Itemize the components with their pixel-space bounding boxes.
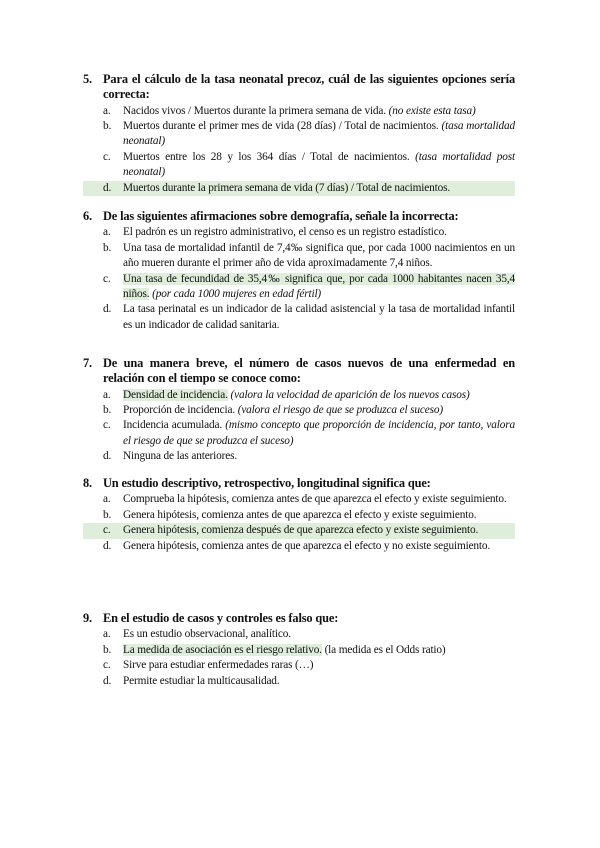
option-c-correct-highlighted [83, 523, 515, 538]
option-text: Genera hipótesis, comienza antes de que aparezca el efecto y existe seguimiento. [123, 508, 477, 521]
option-c [83, 150, 515, 181]
option-text: Sirve para estudiar enfermedades raras (…) [123, 659, 314, 672]
option-letter: b. [103, 120, 112, 132]
option-text: Es un estudio observacional, analítico. [123, 628, 291, 641]
option-letter: a. [103, 493, 111, 506]
option-letter: d. [103, 303, 112, 316]
question-number: 6. [83, 209, 92, 223]
question-number: 7. [83, 356, 92, 370]
option-letter: c. [103, 419, 111, 432]
option-d-correct-highlighted [83, 181, 515, 196]
question-number: 5. [83, 72, 92, 86]
question-heading [83, 611, 515, 626]
option-b [83, 241, 515, 272]
question-heading [83, 72, 515, 103]
option-letter: a. [103, 104, 111, 117]
option-letter: d. [103, 450, 112, 463]
option-b [83, 119, 515, 150]
question-text: De las siguientes afirmaciones sobre demografía, señale la incorrecta: [103, 209, 459, 223]
option-letter: b. [103, 643, 112, 656]
question-5 [83, 72, 515, 196]
option-b [83, 643, 515, 658]
option-text: Nacidos vivos / Muertos durante la primera semana de vida. [123, 104, 386, 117]
option-text: Muertos entre los 28 y los 364 días / Total de nacimientos. [123, 150, 410, 163]
option-letter: b. [103, 404, 112, 416]
question-9 [83, 611, 515, 689]
option-text: Muertos durante la primera semana de vida (7 días) / Total de nacimientos. [123, 181, 451, 194]
option-letter: a. [103, 388, 111, 401]
question-heading [83, 476, 515, 491]
option-note: (valora el riesgo de que se produzca el suceso) [237, 404, 443, 416]
question-text: De una manera breve, el número de casos nuevos de una enfermedad en relación con el tiempo se conoce como: [103, 356, 515, 386]
option-text: Comprueba la hipótesis, comienza antes de que aparezca el efecto y existe seguimiento. [123, 493, 507, 506]
option-letter: d. [103, 181, 112, 194]
option-c [83, 272, 515, 303]
option-d [83, 449, 515, 464]
option-note: (la medida es el Odds ratio) [324, 643, 446, 656]
option-d [83, 302, 515, 333]
option-a [83, 492, 515, 507]
option-c [83, 418, 515, 449]
option-letter: b. [103, 508, 112, 521]
option-note: (tasa mortalidad neonatal) [123, 120, 515, 148]
options-list [83, 104, 515, 196]
option-letter: b. [103, 241, 112, 254]
question-7 [83, 356, 515, 465]
option-text: Genera hipótesis, comienza después de que aparezca efecto y existe seguimiento. [123, 524, 479, 537]
option-a [83, 388, 515, 403]
question-number: 8. [83, 476, 92, 490]
option-text: Incidencia acumulada. [123, 419, 223, 432]
option-text: La tasa perinatal es un indicador de la calidad asistencial y la tasa de mortalidad infantil es un indicador de calidad sanitaria. [123, 303, 515, 331]
option-note: (tasa mortalidad post neonatal) [123, 150, 515, 179]
option-letter: a. [103, 226, 111, 239]
option-b [83, 403, 515, 418]
option-letter: c. [103, 272, 111, 285]
question-number: 9. [83, 611, 92, 625]
option-letter: c. [103, 524, 111, 537]
option-note: (mismo concepto que proporción de incidencia, por tanto, valora el riesgo de que se produzca el suceso) [123, 419, 515, 447]
option-text: El padrón es un registro administrativo, el censo es un registro estadístico. [123, 226, 447, 239]
question-heading [83, 356, 515, 387]
options-list [83, 492, 515, 554]
option-note: (valora la velocidad de aparición de los nuevos casos) [230, 388, 470, 401]
option-note: (por cada 1000 mujeres en edad fértil) [152, 287, 322, 300]
option-letter: a. [103, 628, 111, 641]
option-text: Ninguna de las anteriores. [123, 450, 238, 463]
option-text-highlighted: La medida de asociación es el riesgo relativo. [123, 643, 322, 656]
option-text-highlighted: Una tasa de fecundidad de 35,4‰ significa que, por cada 1000 habitantes nacen 35,4 niños. [123, 272, 515, 300]
option-d [83, 674, 515, 689]
option-b [83, 508, 515, 523]
option-a [83, 225, 515, 240]
option-d [83, 539, 515, 554]
option-text-highlighted: Densidad de incidencia. [123, 388, 228, 401]
option-note: (no existe esta tasa) [388, 104, 476, 117]
option-text: Muertos durante el primer mes de vida (28 días) / Total de nacimientos. [123, 120, 439, 132]
question-text: En el estudio de casos y controles es falso que: [103, 611, 339, 625]
question-text: Para el cálculo de la tasa neonatal precoz, cuál de las siguientes opciones sería correcta: [103, 72, 515, 102]
options-list [83, 627, 515, 689]
option-letter: d. [103, 539, 112, 552]
option-letter: d. [103, 674, 112, 687]
option-letter: c. [103, 150, 111, 163]
option-a [83, 104, 515, 119]
question-6 [83, 209, 515, 333]
option-c [83, 658, 515, 673]
option-a [83, 627, 515, 642]
option-text: Proporción de incidencia. [123, 404, 236, 416]
option-text: Una tasa de mortalidad infantil de 7,4‰ significa que, por cada 1000 nacimientos en un año mueren durante el primer año de vida aproximadamente 7,4 niños. [123, 241, 515, 270]
question-heading [83, 209, 515, 224]
option-letter: c. [103, 659, 111, 672]
options-list [83, 388, 515, 465]
option-text: Genera hipótesis, comienza antes de que aparezca el efecto y no existe seguimiento. [123, 539, 491, 552]
options-list [83, 225, 515, 333]
option-text: Permite estudiar la multicausalidad. [123, 674, 280, 687]
question-8 [83, 476, 515, 554]
question-text: Un estudio descriptivo, retrospectivo, longitudinal significa que: [103, 476, 431, 490]
